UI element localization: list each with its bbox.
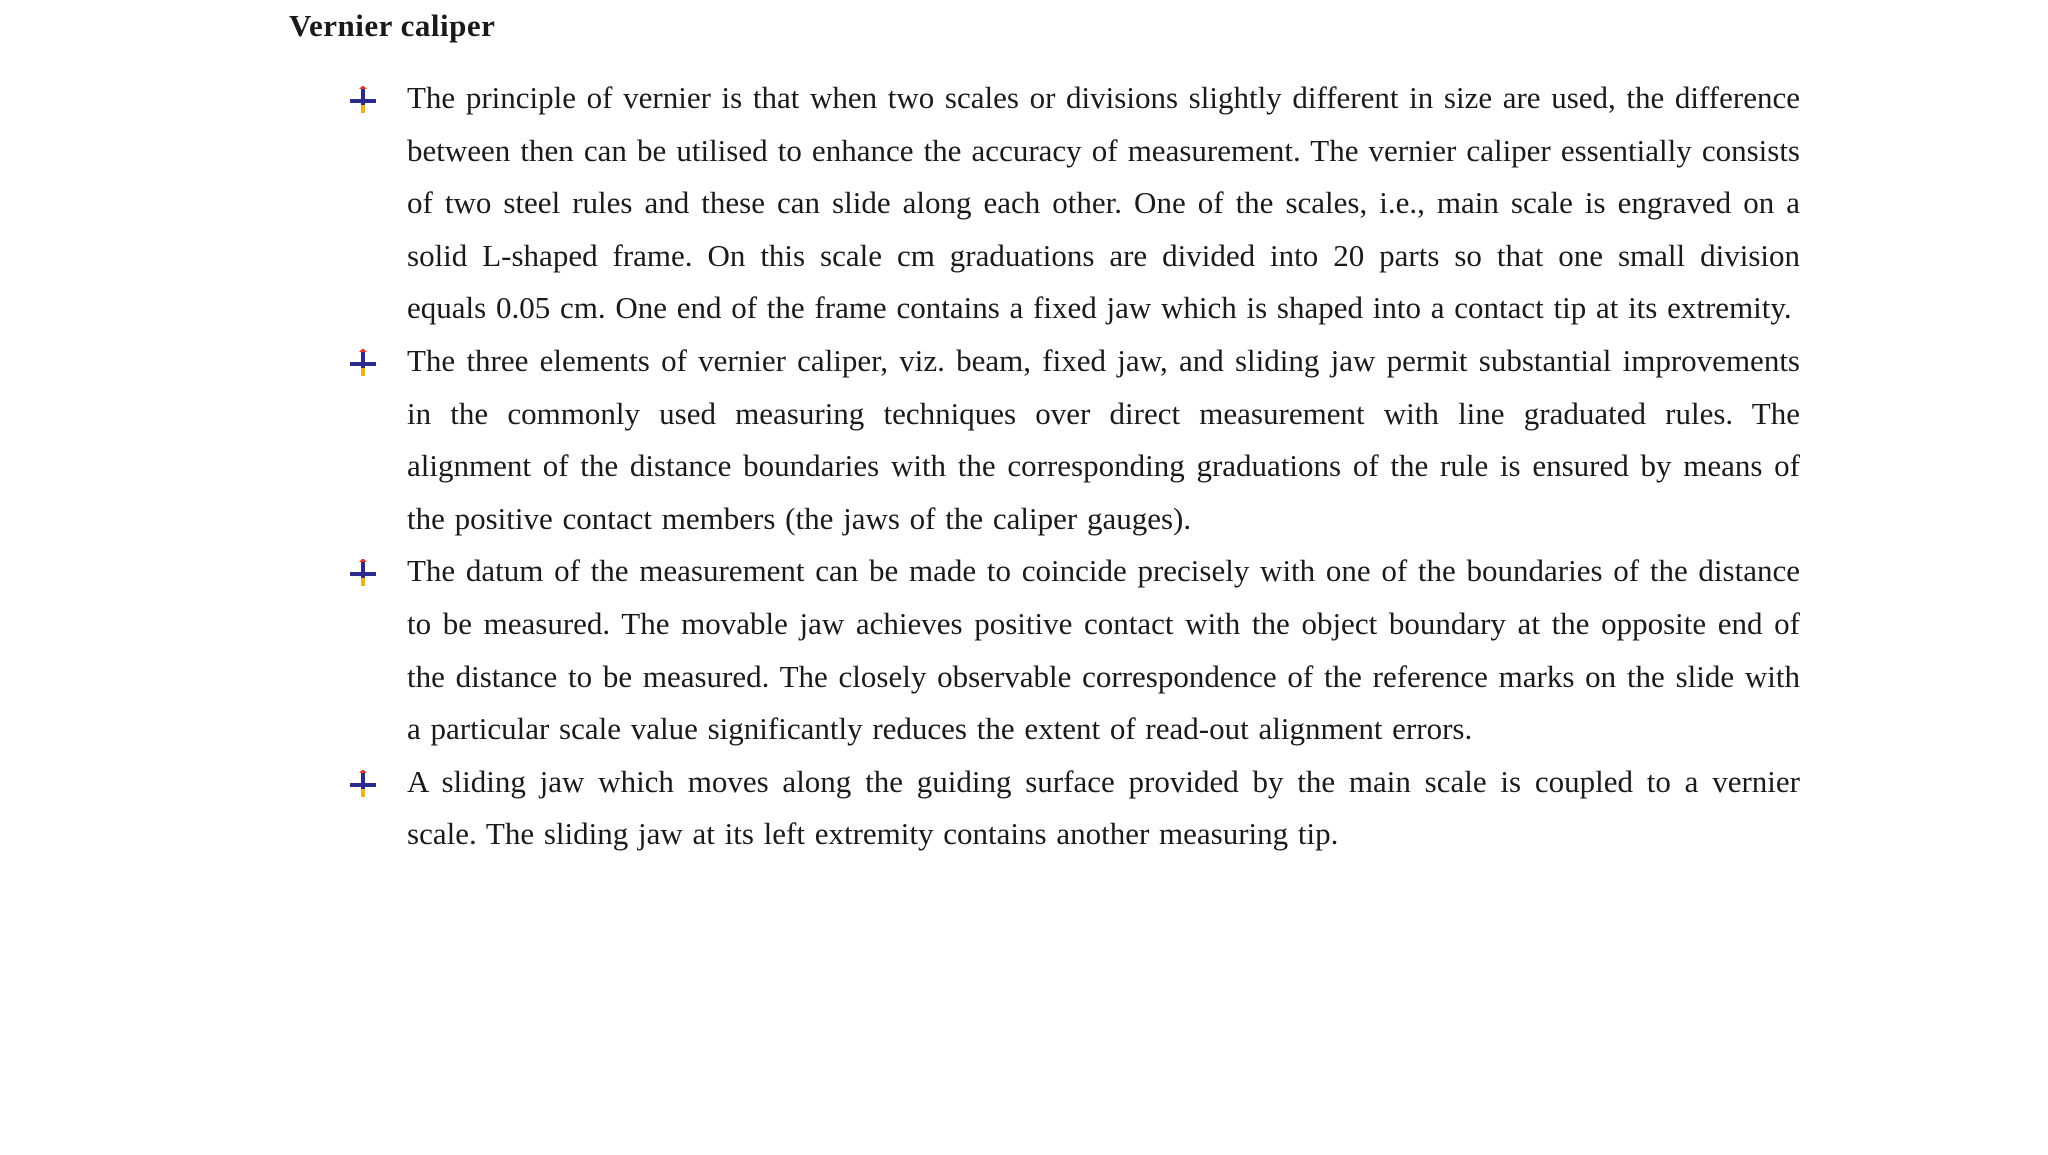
bullet-text: The principle of vernier is that when two scales or divisions slightly different in size are used, the difference between then can be utilised to enhance the accuracy of measurement. The vernier caliper essentially consists of two steel rules and these can slide along each other. One of the scales, i.e., main scale is engraved on a solid L-shaped frame. On this scale cm graduations are divided into 20 parts so that one small division equals 0.05 cm. One end of the frame contains a fixed jaw which is shaped into a contact tip at its extremity. — [407, 80, 1800, 326]
bullet-list — [340, 72, 1800, 861]
bullet-text: The datum of the measurement can be made to coincide precisely with one of the boundaries of the distance to be measured. The movable jaw achieves positive contact with the object boundary at the opposite end of the distance to be measured. The closely observable correspondence of the reference marks on the slide with a particular scale value significantly reduces the extent of read-out alignment errors. — [407, 553, 1800, 747]
bullet-text: The three elements of vernier caliper, viz. beam, fixed jaw, and sliding jaw permit substantial improvements in the commonly used measuring techniques over direct measurement with line graduated rules. The alignment of the distance boundaries with the corresponding graduations of the rule is ensured by means of the positive contact members (the jaws of the caliper gauges). — [407, 342, 1800, 536]
plus-arrow-bullet-icon — [346, 559, 380, 589]
plus-arrow-bullet-icon — [346, 349, 380, 379]
plus-arrow-bullet-icon — [346, 86, 380, 116]
plus-arrow-bullet-icon — [346, 770, 380, 800]
list-item — [340, 756, 1800, 861]
list-item — [340, 335, 1800, 545]
list-item — [340, 545, 1800, 755]
list-item — [340, 72, 1800, 335]
section-heading: Vernier caliper — [289, 8, 496, 43]
bullet-text: A sliding jaw which moves along the guiding surface provided by the main scale is coupled to a vernier scale. The sliding jaw at its left extremity contains another measuring tip. — [407, 763, 1800, 852]
